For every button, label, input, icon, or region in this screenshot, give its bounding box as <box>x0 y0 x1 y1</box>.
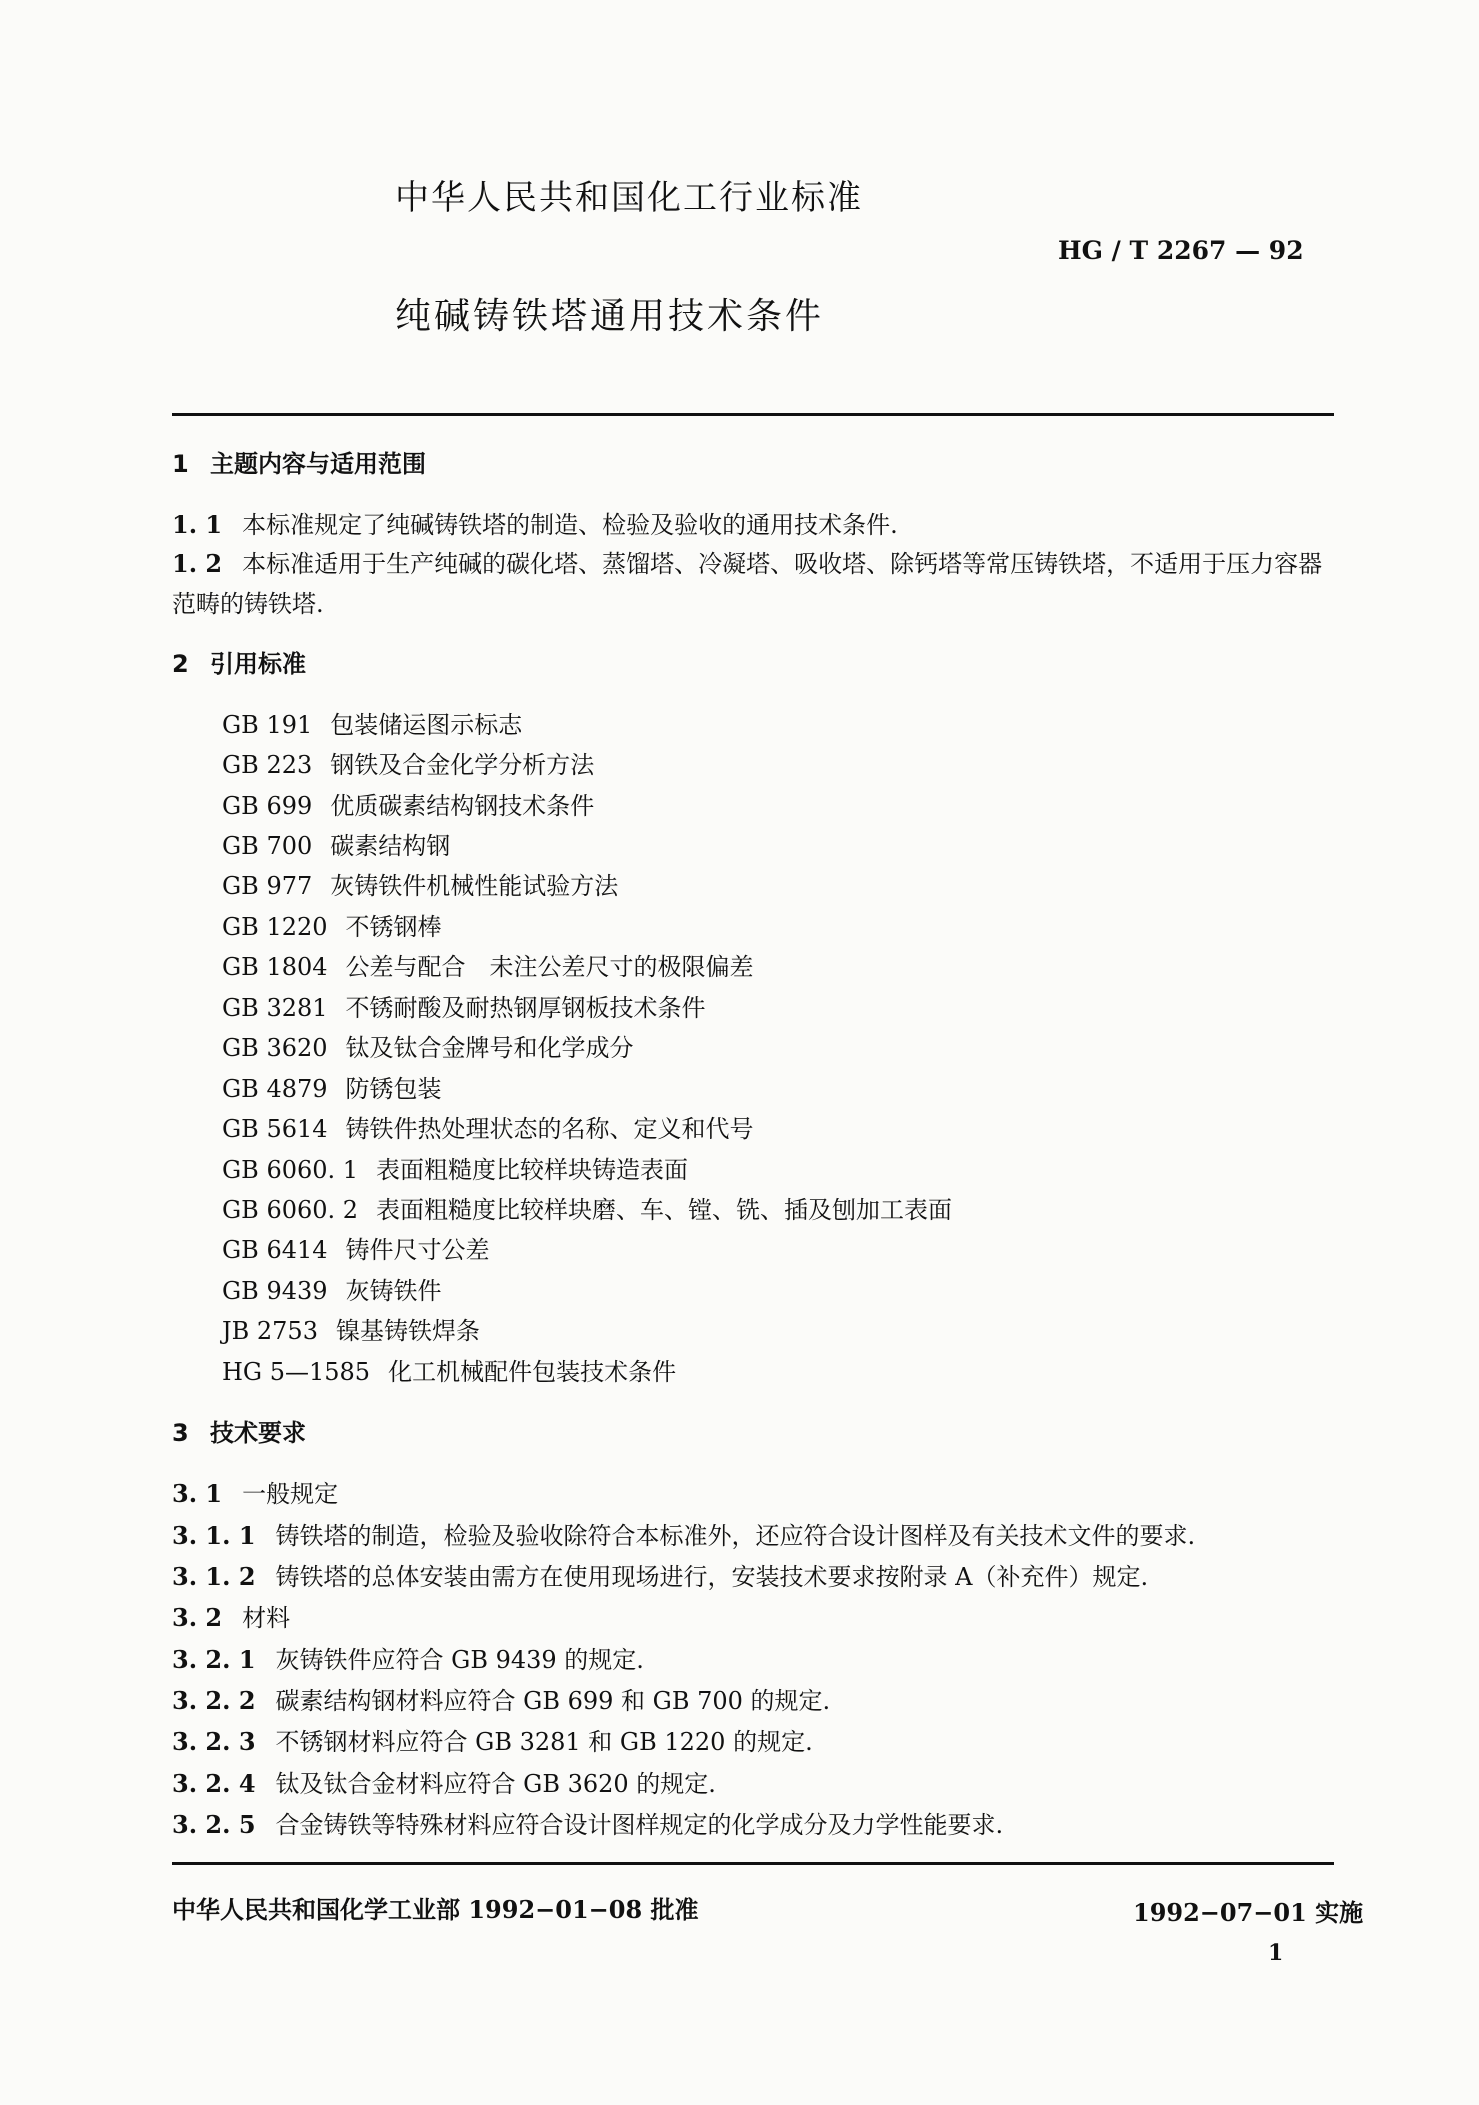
ref-item: GB 700 碳素结构钢 <box>222 832 451 860</box>
clause-1-1: 1. 1 本标准规定了纯碱铸铁塔的制造、检验及验收的通用技术条件. <box>172 510 898 539</box>
issuing-body: 中华人民共和国化工行业标准 <box>395 178 863 218</box>
section-2-heading: 2 引用标准 <box>172 650 306 678</box>
section-1-heading: 1 主题内容与适用范围 <box>172 450 426 478</box>
ref-item: JB 2753 镍基铸铁焊条 <box>222 1317 480 1345</box>
ref-item: GB 3620 钛及钛合金牌号和化学成分 <box>222 1034 634 1062</box>
standard-code: HG / T 2267 — 92 <box>1058 236 1304 265</box>
ref-item: GB 9439 灰铸铁件 <box>222 1277 442 1305</box>
document-title: 纯碱铸铁塔通用技术条件 <box>395 296 825 337</box>
clause-3-1-2: 3. 1. 2 铸铁塔的总体安装由需方在使用现场进行，安装技术要求按附录 A（补充件）规定. <box>172 1562 1149 1591</box>
ref-item: GB 6414 铸件尺寸公差 <box>222 1236 490 1264</box>
page-number: 1 <box>1268 1940 1284 1966</box>
clause-3-1-1: 3. 1. 1 铸铁塔的制造，检验及验收除符合本标准外，还应符合设计图样及有关技术文件的要求. <box>172 1521 1196 1550</box>
ref-item: GB 977 灰铸铁件机械性能试验方法 <box>222 872 619 900</box>
clause-3-2: 3. 2 材料 <box>172 1603 291 1632</box>
top-rule <box>172 413 1334 416</box>
clause-3-2-2: 3. 2. 2 碳素结构钢材料应符合 GB 699 和 GB 700 的规定. <box>172 1686 831 1715</box>
ref-item: GB 1220 不锈钢棒 <box>222 913 442 941</box>
ref-item: HG 5—1585 化工机械配件包装技术条件 <box>222 1358 677 1386</box>
clause-3-2-4: 3. 2. 4 钛及钛合金材料应符合 GB 3620 的规定. <box>172 1769 716 1798</box>
ref-item: GB 6060. 2 表面粗糙度比较样块磨、车、镗、铣、插及刨加工表面 <box>222 1196 953 1224</box>
ref-item: GB 4879 防锈包装 <box>222 1075 442 1103</box>
ref-item: GB 6060. 1 表面粗糙度比较样块铸造表面 <box>222 1156 689 1184</box>
ref-item: GB 223 钢铁及合金化学分析方法 <box>222 751 595 779</box>
implementation-date: 1992−07−01 实施 <box>1133 1898 1364 1927</box>
clause-3-2-5: 3. 2. 5 合金铸铁等特殊材料应符合设计图样规定的化学成分及力学性能要求. <box>172 1810 1004 1839</box>
ref-item: GB 5614 铸铁件热处理状态的名称、定义和代号 <box>222 1115 754 1143</box>
clause-1-2: 1. 2 本标准适用于生产纯碱的碳化塔、蒸馏塔、冷凝塔、吸收塔、除钙塔等常压铸铁塔，不适用于压力容器范畴的铸铁塔. <box>172 549 1323 618</box>
bottom-rule <box>172 1862 1334 1865</box>
clause-3-1: 3. 1 一般规定 <box>172 1479 339 1508</box>
ref-item: GB 699 优质碳素结构钢技术条件 <box>222 792 595 820</box>
clause-3-2-1: 3. 2. 1 灰铸铁件应符合 GB 9439 的规定. <box>172 1645 644 1674</box>
ref-item: GB 191 包装储运图示标志 <box>222 711 523 739</box>
ref-item: GB 3281 不锈耐酸及耐热钢厚钢板技术条件 <box>222 994 706 1022</box>
approval-note: 中华人民共和国化学工业部 1992−01−08 批准 <box>172 1895 699 1924</box>
ref-item: GB 1804 公差与配合 未注公差尺寸的极限偏差 <box>222 953 754 981</box>
clause-3-2-3: 3. 2. 3 不锈钢材料应符合 GB 3281 和 GB 1220 的规定. <box>172 1727 813 1756</box>
section-3-heading: 3 技术要求 <box>172 1419 306 1447</box>
